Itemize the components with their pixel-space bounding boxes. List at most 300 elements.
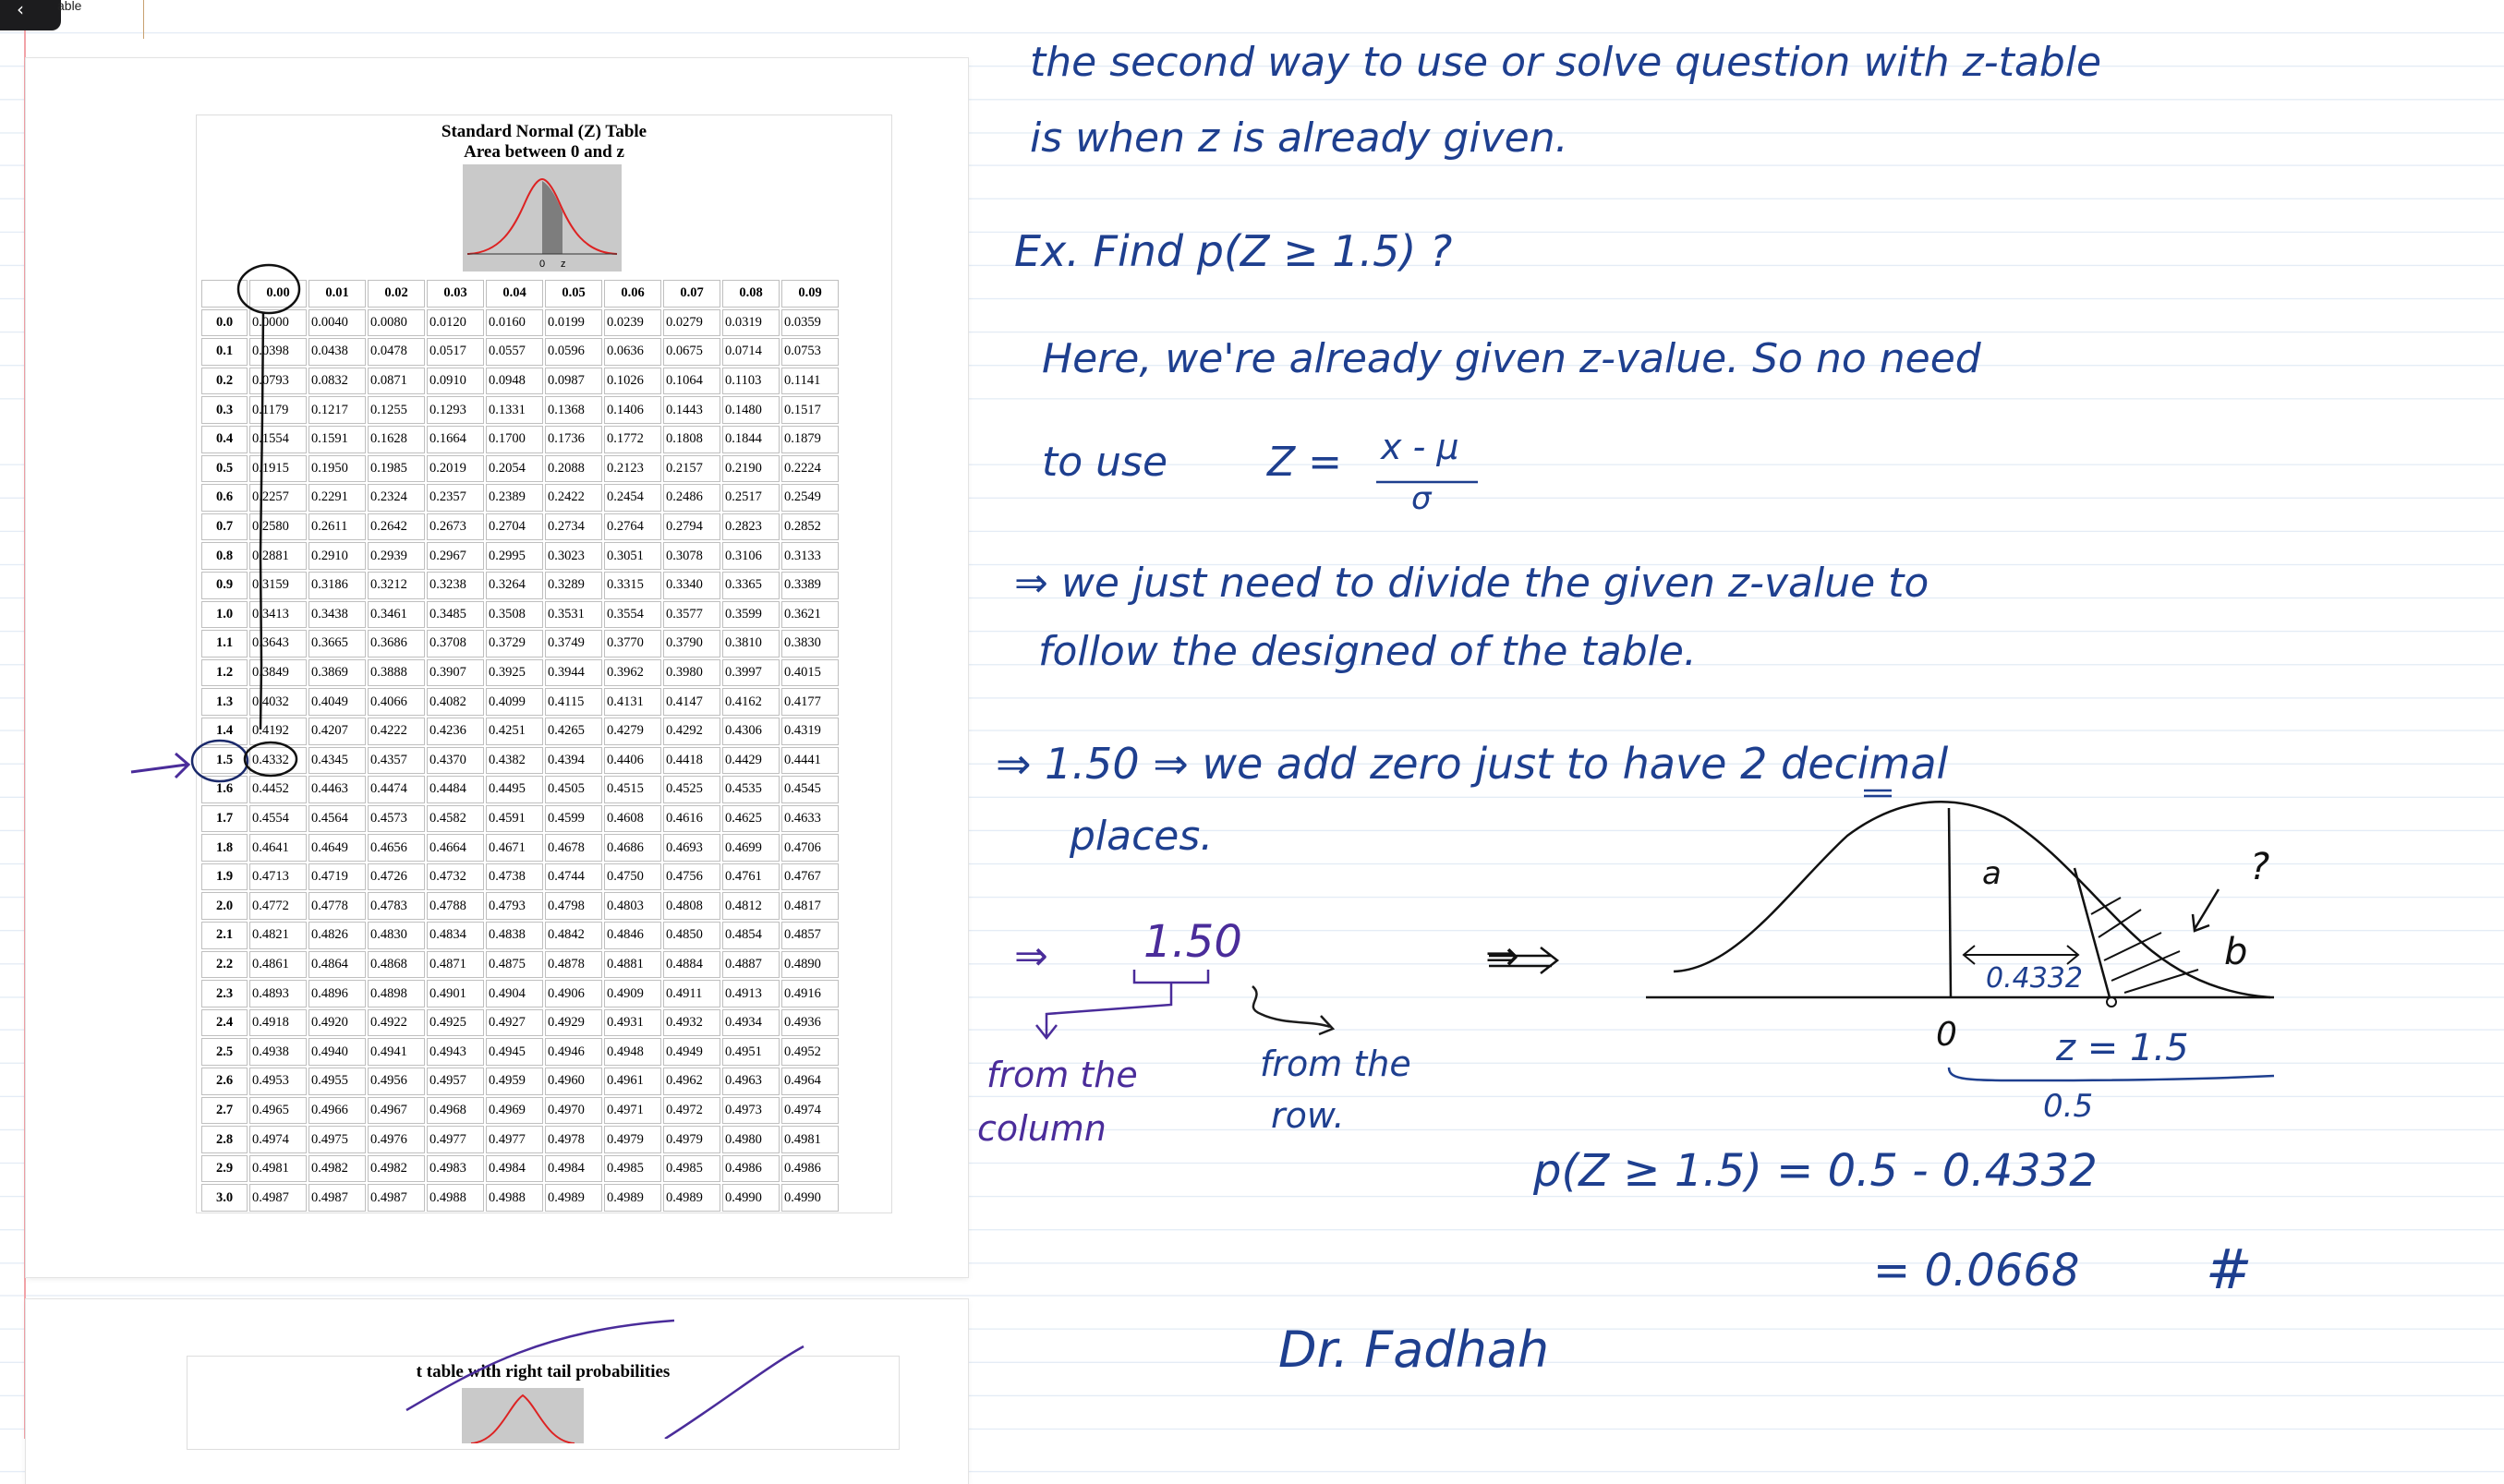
z-table-cell: 0.4641 — [249, 834, 307, 862]
z-table-cell: 0.1591 — [308, 426, 366, 453]
z-table-cell: 0.4406 — [604, 747, 661, 775]
z-table-cell: 0.1844 — [722, 426, 780, 453]
z-table-cell: 0.4918 — [249, 1009, 307, 1037]
z-table-cell: 0.4772 — [249, 892, 307, 920]
note-example: Ex. Find p(Z ≥ 1.5) ? — [1014, 226, 1453, 276]
z-table-cell: 0.4099 — [486, 688, 543, 716]
z-row-header: 1.6 — [201, 776, 248, 803]
z-table-cell: 0.2517 — [722, 484, 780, 512]
z-table-cell: 0.4744 — [545, 863, 602, 891]
z-table-cell: 0.0120 — [427, 309, 484, 337]
z-table-cell: 0.2224 — [781, 455, 839, 483]
z-table-cell: 0.3577 — [663, 601, 720, 629]
z-table-cell: 0.2794 — [663, 513, 720, 541]
z-table-cell: 0.4441 — [781, 747, 839, 775]
z-table-cell: 0.0753 — [781, 338, 839, 366]
z-table-cell: 0.4719 — [308, 863, 366, 891]
z-row-header: 1.3 — [201, 688, 248, 716]
z-table-cell: 0.4957 — [427, 1068, 484, 1095]
note-curve-area: 0.4332 — [1986, 962, 2083, 995]
z-table-cell: 0.4115 — [545, 688, 602, 716]
z-table-cell: 0.4977 — [427, 1126, 484, 1153]
note-curve-b: b — [2224, 931, 2248, 973]
z-table-cell: 0.3888 — [368, 659, 425, 687]
z-table-cell: 0.2673 — [427, 513, 484, 541]
z-table-cell: 0.4909 — [604, 980, 661, 1007]
z-table-cell: 0.4767 — [781, 863, 839, 891]
z-table-cell: 0.4989 — [604, 1184, 661, 1212]
z-table-cell: 0.4943 — [427, 1038, 484, 1066]
z-table-cell: 0.4582 — [427, 805, 484, 833]
z-table-cell: 0.1217 — [308, 396, 366, 424]
z-column-header: 0.04 — [486, 280, 543, 308]
z-table-cell: 0.1628 — [368, 426, 425, 453]
z-table-cell: 0.3944 — [545, 659, 602, 687]
z-table-cell: 0.4292 — [663, 718, 720, 745]
z-table-cell: 0.4633 — [781, 805, 839, 833]
z-table-cell: 0.4664 — [427, 834, 484, 862]
z-table-cell: 0.4906 — [545, 980, 602, 1007]
z-table-cell: 0.4984 — [486, 1155, 543, 1183]
z-table-cell: 0.1517 — [781, 396, 839, 424]
z-table-cell: 0.4911 — [663, 980, 720, 1007]
z-table-cell: 0.0793 — [249, 368, 307, 395]
z-table-cell: 0.4977 — [486, 1126, 543, 1153]
z-column-header: 0.00 — [249, 280, 307, 308]
z-table-cell: 0.1879 — [781, 426, 839, 453]
z-table-cell: 0.2324 — [368, 484, 425, 512]
z-table-cell: 0.4812 — [722, 892, 780, 920]
z-row-header: 1.8 — [201, 834, 248, 862]
z-table-cell: 0.4788 — [427, 892, 484, 920]
z-table-cell: 0.4881 — [604, 951, 661, 979]
z-table-cell: 0.4357 — [368, 747, 425, 775]
z-table-cell: 0.4956 — [368, 1068, 425, 1095]
z-table-cell: 0.2190 — [722, 455, 780, 483]
z-table-cell: 0.4946 — [545, 1038, 602, 1066]
note-from-row-1: from the — [1260, 1044, 1411, 1084]
z-table-cell: 0.4987 — [308, 1184, 366, 1212]
z-column-header: 0.03 — [427, 280, 484, 308]
ink-stroke-2 — [665, 1346, 804, 1439]
z-row-header: 1.5 — [201, 747, 248, 775]
z-row-header: 0.9 — [201, 572, 248, 599]
note-hash: # — [2206, 1237, 2253, 1302]
z-table-cell: 0.4850 — [663, 922, 720, 949]
z-table-cell: 0.4963 — [722, 1068, 780, 1095]
z-table-cell: 0.4952 — [781, 1038, 839, 1066]
z-table-cell: 0.4987 — [368, 1184, 425, 1212]
z-row-header: 0.5 — [201, 455, 248, 483]
ink-arrow-column — [1036, 983, 1171, 1038]
chevron-left-icon: ‹ — [17, 0, 24, 20]
z-table-cell: 0.4474 — [368, 776, 425, 803]
z-table-subtitle: Area between 0 and z — [464, 142, 624, 162]
z-table-cell: 0.4871 — [427, 951, 484, 979]
z-table-cell: 0.4966 — [308, 1097, 366, 1125]
z-table-cell: 0.3508 — [486, 601, 543, 629]
curve-label-zero: 0 — [539, 259, 546, 270]
z-table-cell: 0.4969 — [486, 1097, 543, 1125]
z-table-cell: 0.4925 — [427, 1009, 484, 1037]
z-table-cell: 0.4838 — [486, 922, 543, 949]
z-table-cell: 0.4970 — [545, 1097, 602, 1125]
z-table-cell: 0.0080 — [368, 309, 425, 337]
z-row-header: 1.0 — [201, 601, 248, 629]
note-curve-question: ? — [2250, 846, 2270, 888]
z-table-cell: 0.2454 — [604, 484, 661, 512]
z-table-cell: 0.2580 — [249, 513, 307, 541]
z-table-cell: 0.3869 — [308, 659, 366, 687]
note-formula-numerator: x - μ — [1381, 427, 1459, 467]
z-table-cell: 0.4793 — [486, 892, 543, 920]
z-table-cell: 0.3078 — [663, 542, 720, 570]
z-table-cell: 0.4938 — [249, 1038, 307, 1066]
z-table-cell: 0.4941 — [368, 1038, 425, 1066]
z-column-header: 0.06 — [604, 280, 661, 308]
z-table-cell: 0.2939 — [368, 542, 425, 570]
note-split-value: 1.50 — [1143, 916, 1242, 968]
z-table-cell: 0.4808 — [663, 892, 720, 920]
z-row-header: 2.8 — [201, 1126, 248, 1153]
z-table-cell: 0.4964 — [781, 1068, 839, 1095]
z-table-cell: 0.4960 — [545, 1068, 602, 1095]
z-column-header: 0.01 — [308, 280, 366, 308]
z-table-cell: 0.2995 — [486, 542, 543, 570]
z-table-cell: 0.4868 — [368, 951, 425, 979]
z-row-header: 1.7 — [201, 805, 248, 833]
note-curve-zero: 0 — [1936, 1016, 1957, 1054]
z-table-cell: 0.2642 — [368, 513, 425, 541]
z-table-cell: 0.3907 — [427, 659, 484, 687]
z-table-cell: 0.3962 — [604, 659, 661, 687]
z-table-cell: 0.0000 — [249, 309, 307, 337]
z-table-cell: 0.4949 — [663, 1038, 720, 1066]
z-table-cell: 0.4974 — [781, 1097, 839, 1125]
z-table-cell: 0.1664 — [427, 426, 484, 453]
z-table-cell: 0.4890 — [781, 951, 839, 979]
z-table-cell: 0.4934 — [722, 1009, 780, 1037]
z-table-cell: 0.0279 — [663, 309, 720, 337]
z-table-cell: 0.4980 — [722, 1126, 780, 1153]
ink-column-line — [260, 312, 263, 730]
z-table-cell: 0.4916 — [781, 980, 839, 1007]
z-table-cell: 0.4986 — [781, 1155, 839, 1183]
z-table-cell: 0.4738 — [486, 863, 543, 891]
note-formula-lhs: Z = — [1267, 439, 1342, 486]
z-table-cell: 0.4429 — [722, 747, 780, 775]
z-table-cell: 0.4968 — [427, 1097, 484, 1125]
z-table-cell: 0.1736 — [545, 426, 602, 453]
z-table-cell: 0.0596 — [545, 338, 602, 366]
z-table-cell: 0.4678 — [545, 834, 602, 862]
z-table-cell: 0.4192 — [249, 718, 307, 745]
z-table-cell: 0.0714 — [722, 338, 780, 366]
z-table-cell: 0.3980 — [663, 659, 720, 687]
note-line-2: is when z is already given. — [1030, 115, 1568, 162]
note-curve-z: z = 1.5 — [2056, 1027, 2189, 1069]
ink-question-arrow — [2193, 889, 2219, 931]
z-table-cell: 0.4147 — [663, 688, 720, 716]
z-table-cell: 0.4778 — [308, 892, 366, 920]
note-here-2: to use — [1042, 439, 1168, 486]
z-table-cell: 0.0832 — [308, 368, 366, 395]
ink-center-line — [1949, 808, 1951, 997]
z-table-cell: 0.0239 — [604, 309, 661, 337]
z-table-cell: 0.4495 — [486, 776, 543, 803]
z-table-cell: 0.0636 — [604, 338, 661, 366]
z-table-cell: 0.4981 — [249, 1155, 307, 1183]
z-row-header: 2.6 — [201, 1068, 248, 1095]
z-table-cell: 0.1480 — [722, 396, 780, 424]
z-column-header: 0.07 — [663, 280, 720, 308]
z-table-cell: 0.2357 — [427, 484, 484, 512]
note-from-column-1: from the — [986, 1055, 1138, 1095]
z-table-cell: 0.4961 — [604, 1068, 661, 1095]
z-table-cell: 0.2823 — [722, 513, 780, 541]
z-table-cell: 0.4535 — [722, 776, 780, 803]
z-table-cell: 0.3389 — [781, 572, 839, 599]
z-table-cell: 0.4932 — [663, 1009, 720, 1037]
note-split-arrow: ⇒ — [1014, 933, 1048, 980]
ink-row-arrow — [131, 754, 188, 778]
z-row-header: 0.4 — [201, 426, 248, 453]
z-table-cell: 0.2764 — [604, 513, 661, 541]
z-table-cell: 0.4616 — [663, 805, 720, 833]
z-table-cell: 0.4370 — [427, 747, 484, 775]
z-table-cell: 0.4817 — [781, 892, 839, 920]
z-table-cell: 0.2881 — [249, 542, 307, 570]
ink-normal-curve — [1674, 802, 2270, 997]
z-table-cell: 0.4608 — [604, 805, 661, 833]
ink-half-bracket — [1949, 1068, 2274, 1080]
z-table-cell: 0.2257 — [249, 484, 307, 512]
z-table-cell: 0.4985 — [663, 1155, 720, 1183]
z-table-cell: 0.1331 — [486, 396, 543, 424]
z-table-cell: 0.4015 — [781, 659, 839, 687]
z-table-cell: 0.3023 — [545, 542, 602, 570]
z-row-header: 0.3 — [201, 396, 248, 424]
z-table-title: Standard Normal (Z) Table — [441, 122, 647, 141]
z-table-cell: 0.4978 — [545, 1126, 602, 1153]
z-row-header: 3.0 — [201, 1184, 248, 1212]
z-table-cell: 0.4962 — [663, 1068, 720, 1095]
z-table-cell: 0.4394 — [545, 747, 602, 775]
z-table-cell: 0.4985 — [604, 1155, 661, 1183]
z-table-cell: 0.1950 — [308, 455, 366, 483]
z-table-cell: 0.4049 — [308, 688, 366, 716]
z-table-cell: 0.4082 — [427, 688, 484, 716]
z-table-cell: 0.4177 — [781, 688, 839, 716]
z-table-cell: 0.4953 — [249, 1068, 307, 1095]
z-table-cell: 0.4564 — [308, 805, 366, 833]
z-table-cell: 0.2054 — [486, 455, 543, 483]
z-table-cell: 0.0871 — [368, 368, 425, 395]
z-table-cell: 0.3051 — [604, 542, 661, 570]
z-table-cell: 0.3790 — [663, 630, 720, 658]
z-table-cell: 0.1443 — [663, 396, 720, 424]
z-row-header: 0.2 — [201, 368, 248, 395]
z-table-cell: 0.2852 — [781, 513, 839, 541]
z-table-cell: 0.3212 — [368, 572, 425, 599]
z-table-cell: 0.4418 — [663, 747, 720, 775]
z-table-cell: 0.0199 — [545, 309, 602, 337]
z-row-header: 2.4 — [201, 1009, 248, 1037]
z-table-cell: 0.2734 — [545, 513, 602, 541]
z-table-cell: 0.4982 — [308, 1155, 366, 1183]
note-from-row-2: row. — [1271, 1095, 1345, 1136]
z-row-header: 1.9 — [201, 863, 248, 891]
note-signature: Dr. Fadhah — [1278, 1321, 1550, 1379]
z-table-cell: 0.0910 — [427, 368, 484, 395]
z-table-cell: 0.4821 — [249, 922, 307, 949]
z-table-cell: 0.2291 — [308, 484, 366, 512]
z-table-cell: 0.4927 — [486, 1009, 543, 1037]
z-table-cell: 0.4834 — [427, 922, 484, 949]
z-table-cell: 0.2486 — [663, 484, 720, 512]
z-table-cell: 0.3186 — [308, 572, 366, 599]
z-table-cell: 0.0359 — [781, 309, 839, 337]
z-table-cell: 0.3830 — [781, 630, 839, 658]
note-add-1: ⇒ 1.50 ⇒ we add zero just to have 2 decimal — [996, 739, 1949, 789]
z-table-cell: 0.4162 — [722, 688, 780, 716]
z-table-cell: 0.4945 — [486, 1038, 543, 1066]
z-table-cell: 0.3289 — [545, 572, 602, 599]
z-table-cell: 0.4599 — [545, 805, 602, 833]
z-table-cell: 0.4279 — [604, 718, 661, 745]
z-table-cell: 0.4948 — [604, 1038, 661, 1066]
z-table-cell: 0.4893 — [249, 980, 307, 1007]
ink-stroke-1 — [406, 1321, 674, 1410]
z-table-cell: 0.1554 — [249, 426, 307, 453]
note-formula-denominator: σ — [1411, 480, 1432, 517]
z-column-header: 0.05 — [545, 280, 602, 308]
z-table-cell: 0.0948 — [486, 368, 543, 395]
z-table-cell: 0.2611 — [308, 513, 366, 541]
z-table-cell: 0.4732 — [427, 863, 484, 891]
z-row-header: 0.1 — [201, 338, 248, 366]
z-table-cell: 0.4875 — [486, 951, 543, 979]
z-table-cell: 0.3106 — [722, 542, 780, 570]
z-table-cell: 0.4846 — [604, 922, 661, 949]
z-table-cell: 0.3413 — [249, 601, 307, 629]
z-table-cell: 0.2088 — [545, 455, 602, 483]
z-table-cell: 0.4990 — [781, 1184, 839, 1212]
z-table-cell: 0.2157 — [663, 455, 720, 483]
z-row-header: 0.0 — [201, 309, 248, 337]
z-table-cell: 0.4798 — [545, 892, 602, 920]
z-table-cell: 0.3665 — [308, 630, 366, 658]
note-add-2: places. — [1070, 813, 1214, 860]
z-table-cell: 0.4452 — [249, 776, 307, 803]
z-table-cell: 0.4463 — [308, 776, 366, 803]
z-table-cell: 0.4693 — [663, 834, 720, 862]
z-column-header: 0.08 — [722, 280, 780, 308]
z-table-cell: 0.4896 — [308, 980, 366, 1007]
z-table-cell: 0.4671 — [486, 834, 543, 862]
ink-circle-row-1.5 — [192, 741, 248, 781]
z-table-cell: 0.4898 — [368, 980, 425, 1007]
z-table-cell: 0.4854 — [722, 922, 780, 949]
z-row-header: 2.5 — [201, 1038, 248, 1066]
z-table-cell: 0.4959 — [486, 1068, 543, 1095]
z-table-cell: 0.3770 — [604, 630, 661, 658]
ink-arrow-row — [1252, 986, 1333, 1034]
z-table-cell: 0.1141 — [781, 368, 839, 395]
z-table-cell: 0.4904 — [486, 980, 543, 1007]
z-table-cell: 0.4988 — [427, 1184, 484, 1212]
z-table-cell: 0.4207 — [308, 718, 366, 745]
z-table-cell: 0.4319 — [781, 718, 839, 745]
t-table-title: t table with right tail probabilities — [416, 1362, 671, 1381]
z-table-cell: 0.4686 — [604, 834, 661, 862]
z-table-cell: 0.4382 — [486, 747, 543, 775]
z-table-cell: 0.4699 — [722, 834, 780, 862]
z-table-cell: 0.1293 — [427, 396, 484, 424]
z-table-cell: 0.1700 — [486, 426, 543, 453]
note-curve-a: a — [1982, 855, 2002, 892]
z-table-cell: 0.2704 — [486, 513, 543, 541]
z-table-cell: 0.4983 — [427, 1155, 484, 1183]
z-table-cell: 0.2389 — [486, 484, 543, 512]
z-table-cell: 0.1368 — [545, 396, 602, 424]
z-column-header: 0.09 — [781, 280, 839, 308]
z-table-cell: 0.4591 — [486, 805, 543, 833]
z-table-cell: 0.3749 — [545, 630, 602, 658]
z-table-cell: 0.4976 — [368, 1126, 425, 1153]
z-table-cell: 0.4878 — [545, 951, 602, 979]
z-table-cell: 0.4222 — [368, 718, 425, 745]
z-table-cell: 0.4783 — [368, 892, 425, 920]
z-row-header: 0.8 — [201, 542, 248, 570]
ink-circle-value — [245, 742, 296, 776]
z-table-cell: 0.4920 — [308, 1009, 366, 1037]
z-row-header: 1.4 — [201, 718, 248, 745]
note-from-column-2: column — [977, 1108, 1107, 1149]
z-table-cell: 0.4750 — [604, 863, 661, 891]
z-table-cell: 0.4979 — [604, 1126, 661, 1153]
z-table-cell: 0.4484 — [427, 776, 484, 803]
z-table-cell: 0.4545 — [781, 776, 839, 803]
z-table-cell: 0.4967 — [368, 1097, 425, 1125]
z-table-cell: 0.3365 — [722, 572, 780, 599]
z-table-cell: 0.3686 — [368, 630, 425, 658]
z-table-cell: 0.4971 — [604, 1097, 661, 1125]
z-table-cell: 0.4901 — [427, 980, 484, 1007]
z-table-cell: 0.4842 — [545, 922, 602, 949]
z-table-cell: 0.4864 — [308, 951, 366, 979]
z-table-cell: 0.2967 — [427, 542, 484, 570]
z-table-cell: 0.4573 — [368, 805, 425, 833]
z-table-cell: 0.4505 — [545, 776, 602, 803]
z-row-header: 2.2 — [201, 951, 248, 979]
z-table-cell: 0.0160 — [486, 309, 543, 337]
z-table-cell: 0.4922 — [368, 1009, 425, 1037]
z-table-cell: 0.3159 — [249, 572, 307, 599]
z-table-cell: 0.4515 — [604, 776, 661, 803]
z-table-cell: 0.3849 — [249, 659, 307, 687]
z-table-cell: 0.3729 — [486, 630, 543, 658]
z-table-cell: 0.3315 — [604, 572, 661, 599]
note-result-1: p(Z ≥ 1.5) = 0.5 - 0.4332 — [1533, 1145, 2098, 1197]
z-table-cell: 0.4861 — [249, 951, 307, 979]
z-table-cell: 0.4929 — [545, 1009, 602, 1037]
z-table-cell: 0.4066 — [368, 688, 425, 716]
z-table-cell: 0.3997 — [722, 659, 780, 687]
document-title[interactable]: able — [57, 0, 82, 13]
z-table-cell: 0.0675 — [663, 338, 720, 366]
z-table-cell: 0.3461 — [368, 601, 425, 629]
